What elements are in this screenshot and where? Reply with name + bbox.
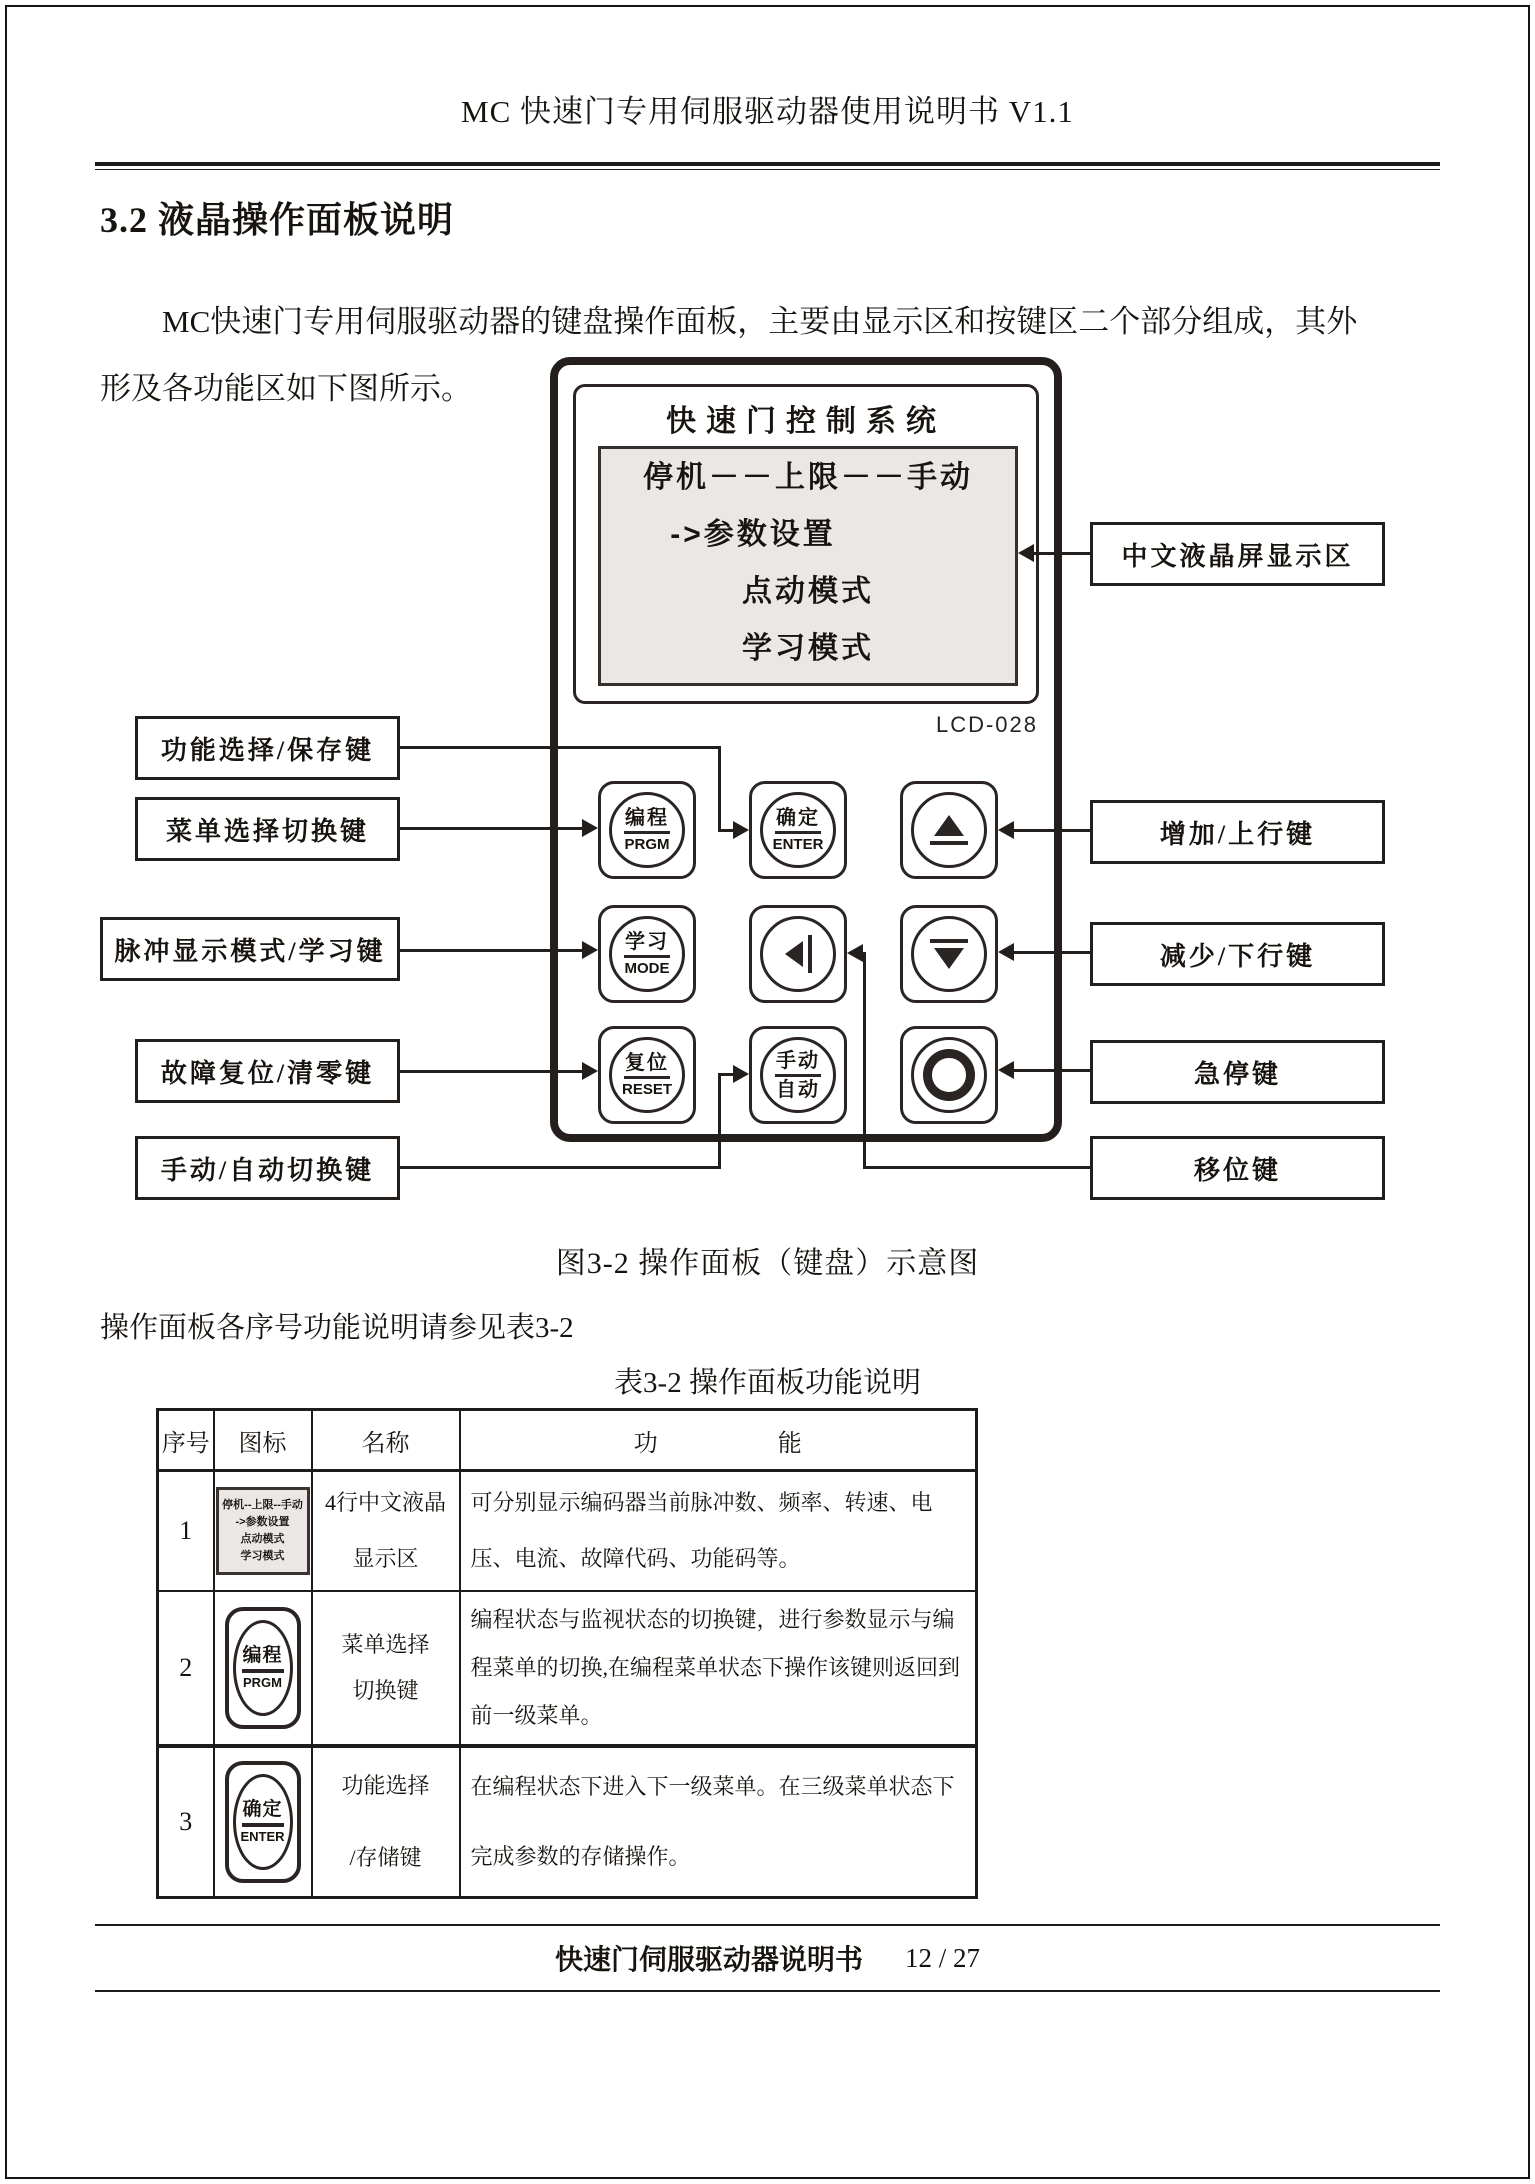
connector-line	[863, 1166, 1090, 1169]
arrowhead	[582, 941, 598, 959]
col-header-function: 功 能	[460, 1410, 977, 1471]
header-rule	[95, 162, 1440, 170]
mini-lcd-line: 停机--上限--手动	[222, 1499, 303, 1511]
callout-menu-switch-key	[135, 797, 400, 861]
connector-line	[398, 1070, 584, 1073]
header-title: MC 快速门专用伺服驱动器使用说明书 V1.1	[461, 94, 1074, 129]
enter-key-icon	[225, 1761, 301, 1883]
lcd-line-4: 学习模式	[742, 632, 874, 665]
page-number: 12 / 27	[905, 1942, 981, 1973]
ring-icon	[911, 1037, 987, 1113]
key-mode-circle	[609, 916, 685, 992]
table-reference-text: 操作面板各序号功能说明请参见表3-2	[100, 1312, 574, 1344]
key-divider	[624, 831, 670, 834]
up-triangle	[934, 815, 964, 836]
row-function: 在编程状态下进入下一级菜单。在三级菜单状态下完成参数的存储操作。	[460, 1746, 977, 1898]
arrowhead	[847, 944, 863, 962]
key-manual-auto	[749, 1026, 847, 1124]
row-name	[312, 1591, 460, 1746]
callout-manual-auto-switch-key	[135, 1136, 400, 1200]
key-enter-circle	[760, 792, 836, 868]
connector-line	[398, 949, 584, 952]
enter-key-circle	[233, 1774, 293, 1870]
enter-key-en: ENTER	[240, 1829, 285, 1844]
table-row	[158, 1471, 977, 1592]
arrowhead	[1018, 544, 1034, 562]
callout-fault-reset-key	[135, 1039, 400, 1103]
mini-lcd-line: 点动模式	[240, 1533, 285, 1545]
callout-label: 故障复位/清零键	[160, 1058, 375, 1088]
name-line: 显示区	[352, 1546, 419, 1571]
lcd-line-1: 停机－－上限－－手动	[643, 461, 973, 494]
down-bar	[930, 939, 968, 943]
callout-label: 中文液晶屏显示区	[1121, 541, 1354, 571]
function-table	[156, 1408, 978, 1899]
connector-line	[718, 746, 721, 832]
key-mode	[598, 905, 696, 1003]
lcd-line-3: 点动模式	[742, 575, 874, 608]
key-manual-cn: 手动	[776, 1049, 820, 1072]
connector-line	[718, 1075, 721, 1169]
connector-line	[1014, 951, 1090, 954]
section-title: 3.2 液晶操作面板说明	[100, 200, 455, 240]
key-divider	[624, 955, 670, 958]
callout-emergency-stop-key	[1090, 1040, 1385, 1104]
key-divider	[242, 1823, 284, 1827]
callout-increase-up-key	[1090, 800, 1385, 864]
name-line: /存储键	[349, 1845, 422, 1870]
callout-lcd-display-area	[1090, 522, 1385, 586]
up-bar	[930, 841, 968, 845]
key-mode-cn: 学习	[625, 930, 669, 953]
callout-shift-key	[1090, 1136, 1385, 1200]
callout-label: 急停键	[1193, 1059, 1281, 1089]
key-prgm-cn: 编程	[625, 806, 669, 829]
prgm-key-cn: 编程	[242, 1645, 283, 1666]
connector-line	[1014, 1069, 1090, 1072]
screen-title: 快速门控制系统	[666, 405, 946, 438]
callout-label: 脉冲显示模式/学习键	[114, 936, 386, 966]
key-divider	[624, 1076, 670, 1079]
row-name	[312, 1746, 460, 1898]
arrowhead	[998, 1061, 1014, 1079]
down-triangle	[934, 948, 964, 969]
connector-line	[863, 952, 866, 1169]
col-header-name: 名称	[312, 1410, 460, 1471]
callout-label: 手动/自动切换键	[160, 1155, 375, 1185]
stop-ring	[923, 1049, 975, 1101]
row-name	[312, 1471, 460, 1592]
key-mode-en: MODE	[624, 959, 670, 977]
mini-lcd-icon	[216, 1487, 310, 1575]
left-triangle-bar-icon	[760, 916, 836, 992]
connector-line	[718, 829, 733, 832]
key-enter-cn: 确定	[776, 806, 820, 829]
arrowhead	[998, 821, 1014, 839]
col-header-no: 序号	[158, 1410, 214, 1471]
row-function: 编程状态与监视状态的切换键，进行参数显示与编程菜单的切换,在编程菜单状态下操作该键则返回到前一级菜单。	[460, 1591, 977, 1746]
key-auto-cn: 自动	[776, 1078, 820, 1101]
footer-title: 快速门伺服驱动器说明书	[554, 1945, 863, 1976]
row-function: 可分别显示编码器当前脉冲数、频率、转速、电压、电流、故障代码、功能码等。	[460, 1471, 977, 1592]
lcd-display	[598, 446, 1018, 686]
footer	[0, 1938, 1535, 1978]
callout-label: 减少/下行键	[1159, 941, 1316, 971]
connector-line	[1014, 829, 1090, 832]
table-header-row	[158, 1410, 977, 1471]
row-icon-cell	[214, 1471, 312, 1592]
key-reset	[598, 1026, 696, 1124]
row-icon-cell	[214, 1591, 312, 1746]
row-no: 3	[158, 1746, 214, 1898]
shift-bar	[808, 935, 812, 973]
name-line: 功能选择	[341, 1773, 430, 1798]
key-shift	[749, 905, 847, 1003]
arrowhead	[582, 1062, 598, 1080]
row-icon-cell	[214, 1746, 312, 1898]
key-enter-en: ENTER	[772, 835, 824, 853]
key-reset-circle	[609, 1037, 685, 1113]
arrowhead	[733, 821, 749, 839]
name-line: 4行中文液晶	[324, 1490, 446, 1515]
key-stop	[900, 1026, 998, 1124]
callout-pulse-mode-learn-key	[100, 917, 400, 981]
key-up	[900, 781, 998, 879]
key-prgm	[598, 781, 696, 879]
eject-down-icon	[911, 916, 987, 992]
row-no: 2	[158, 1591, 214, 1746]
key-manual-circle	[760, 1037, 836, 1113]
figure-caption: 图3-2 操作面板（键盘）示意图	[555, 1247, 980, 1280]
mini-lcd-line: 学习模式	[240, 1550, 285, 1562]
table-row	[158, 1591, 977, 1746]
key-prgm-en: PRGM	[624, 835, 670, 853]
eject-up-icon	[911, 792, 987, 868]
enter-key-cn: 确定	[242, 1799, 283, 1820]
prgm-key-en: PRGM	[243, 1675, 282, 1690]
callout-label: 菜单选择切换键	[165, 816, 369, 846]
callout-label: 移位键	[1193, 1155, 1281, 1185]
key-divider	[775, 1074, 821, 1077]
connector-line	[1034, 552, 1090, 555]
table-title: 表3-2 操作面板功能说明	[614, 1367, 921, 1399]
key-divider	[775, 831, 821, 834]
lcd-model-label: LCD-028	[935, 712, 1038, 737]
callout-label: 增加/上行键	[1159, 819, 1316, 849]
key-enter	[749, 781, 847, 879]
intro-line-1: MC快速门专用伺服驱动器的键盘操作面板，主要由显示区和按键区二个部分组成，其外	[162, 304, 1358, 339]
callout-function-save-key	[135, 716, 400, 780]
prgm-key-circle	[233, 1620, 293, 1716]
arrowhead	[998, 943, 1014, 961]
prgm-key-icon	[225, 1607, 301, 1729]
col-header-icon: 图标	[214, 1410, 312, 1471]
key-reset-cn: 复位	[625, 1051, 669, 1074]
intro-line-2: 形及各功能区如下图所示。	[100, 371, 472, 406]
callout-decrease-down-key	[1090, 922, 1385, 986]
key-divider	[242, 1669, 284, 1673]
callout-label: 功能选择/保存键	[160, 735, 375, 765]
connector-line	[718, 1073, 733, 1076]
key-reset-en: RESET	[621, 1080, 672, 1098]
name-line: 切换键	[352, 1678, 419, 1703]
name-line: 菜单选择	[341, 1632, 430, 1657]
connector-line	[398, 827, 584, 830]
connector-line	[398, 1166, 720, 1169]
footer-rule-top	[95, 1924, 1440, 1926]
table-row	[158, 1746, 977, 1898]
key-prgm-circle	[609, 792, 685, 868]
connector-line	[398, 746, 720, 749]
arrowhead	[733, 1065, 749, 1083]
lcd-line-2: ->参数设置	[670, 518, 836, 551]
shift-triangle	[785, 941, 803, 967]
row-no: 1	[158, 1471, 214, 1592]
footer-rule-bottom	[95, 1990, 1440, 1992]
mini-lcd-line: ->参数设置	[235, 1516, 290, 1528]
arrowhead	[582, 819, 598, 837]
key-down	[900, 905, 998, 1003]
